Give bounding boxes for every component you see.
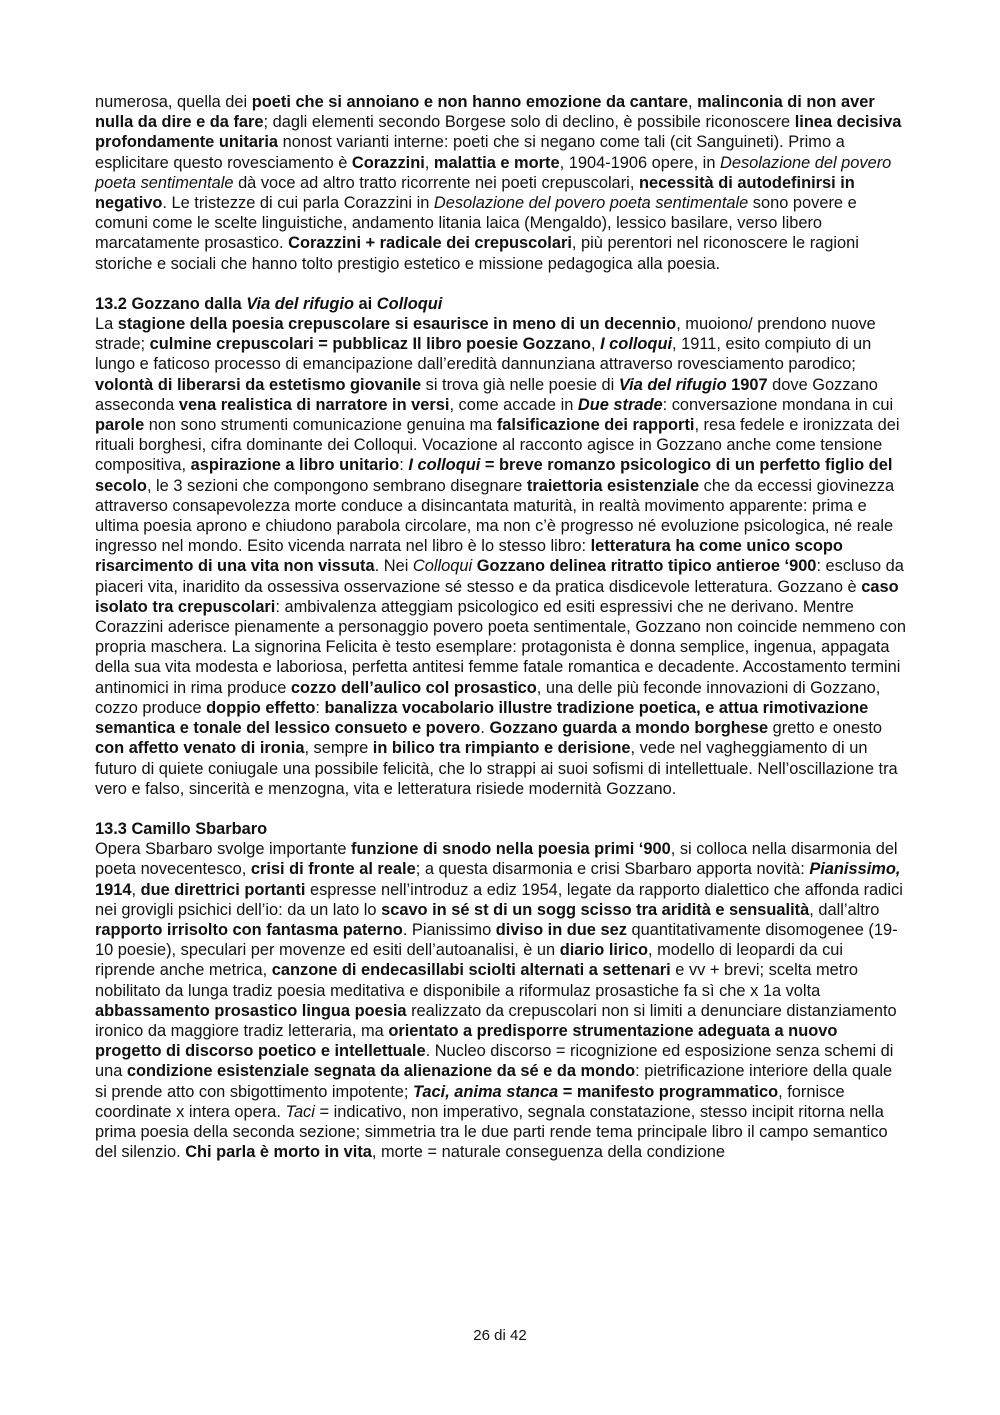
emphasis-text: Chi parla è morto in vita [185,1143,372,1162]
emphasis-text: due direttrici portanti [140,880,306,899]
emphasis-text: = manifesto programmatico [558,1082,779,1101]
text-run: . [480,719,490,738]
text-run: : conversazione mondana in cui [662,395,894,414]
emphasis-text: con affetto venato di ironia [95,739,305,758]
text-run: Opera Sbarbaro svolge importante [95,840,352,859]
text-run: , come accade in [449,395,578,414]
text-run: realizzato da crepuscolari non si limiti a denunciare distanziamento ironico da maggiore tradiz letteraria, ma [95,1001,897,1040]
text-run: non sono strumenti comunicazione genuina ma [144,416,497,435]
emphasis-text: funzione di snodo nella poesia primi ‘900 [351,840,671,859]
emphasis-text: traiettoria esistenziale [526,476,700,495]
emphasis-text: culmine crepuscolari = pubblicaz Il libro poesie Gozzano [149,335,591,354]
text-run: La [95,315,118,334]
emphasis-text: malattia e morte [433,153,560,172]
text-run: ; a questa disarmonia e crisi Sbarbaro apporta novità: [415,860,810,879]
text-run: , sempre [304,739,373,758]
body-text [95,92,907,274]
emphasis-text: Gozzano guarda a mondo borghese [489,719,769,738]
section-heading [95,294,907,314]
emphasis-text: diario lirico [559,941,649,960]
emphasis-text: linea decisiva profondamente unitaria [95,113,902,152]
text-run: , si colloca nella disarmonia del poeta novecentesco, [95,840,898,879]
emphasis-text: Due strade [577,395,663,414]
body-text [95,839,907,1162]
emphasis-text: 1914 [95,880,132,899]
emphasis-text: rapporto irrisolto con fantasma paterno [95,920,403,939]
text-run: , una delle più feconde innovazioni di Gozzano, cozzo produce [95,678,881,717]
text-run: , [131,880,141,899]
emphasis-text: I colloqui [600,335,673,354]
section-heading [95,819,907,839]
text-run: 13.2 Gozzano dalla [95,294,247,313]
text-run: ai [353,294,377,313]
emphasis-text: Via del rifugio [246,294,354,313]
text-run: dà voce ad altro tratto ricorrente nei poeti crepuscolari, [233,173,639,192]
text-run: = indicativo, non imperativo, segnala constatazione, stesso incipit ritorna nella prima poesia della seconda sezione; simmetria tra le due parti rende tema principale libro il campo semantico del silenzio. [95,1102,888,1162]
emphasis-text: Desolazione del povero poeta sentimentale [433,194,749,213]
text-run: nonost varianti interne: poeti che si negano come tali (cit Sanguineti). Primo a esplicitare questo rovesciamento è [95,133,845,172]
emphasis-text: vena realistica di narratore in versi [178,395,450,414]
text-run: , dall’altro [809,900,880,919]
paragraph-gap [95,274,907,294]
text-run: : [399,456,409,475]
text-run: , [424,153,434,172]
text-run: , muoiono/ prendono nuove strade; [95,315,876,354]
paragraph-gap [95,799,907,819]
text-run: . Nei [374,557,413,576]
text-run: numerosa, quella dei [95,93,252,111]
section-gozzano [95,294,907,799]
emphasis-text: Via del rifugio [618,375,727,394]
text-run: , 1904-1906 opere, in [559,153,720,172]
emphasis-text: Corazzini [351,153,425,172]
emphasis-text: orientato a predisporre strumentazione adeguata a nuovo progetto di discorso poetico e intellettuale [95,1021,838,1061]
text-run: 13.3 Camillo Sbarbaro [95,819,268,838]
emphasis-text: scavo in sé st di un sogg scisso tra aridità e sensualità [381,900,810,919]
text-run: gretto e onesto [768,719,883,738]
emphasis-text: Colloqui [412,557,473,576]
text-run: e vv + brevi; scelta metro nobilitato da lunga tradiz poesia meditativa e disponibile a riformulaz prosastiche fa sì che x 1a volta [95,961,858,1000]
text-run: . Nucleo discorso = ricognizione ed esposizione senza schemi di una [95,1042,894,1081]
emphasis-text: Taci [285,1102,315,1121]
emphasis-text: I colloqui [408,456,481,475]
text-run: . Le tristezze di cui parla Corazzini in [162,194,434,213]
text-run: quantitativamente disomogenee (19-10 poesie), speculari per movenze ed esiti dell’autoanalisi, è un [95,920,898,960]
emphasis-text: = breve romanzo psicologico di un perfetto figlio del secolo [95,456,893,495]
text-run: sono povere e comuni come le scelte linguistiche, andamento litania laica (Mengaldo), lessico basilare, verso libero marcatamente prosastico. [95,194,857,253]
emphasis-text: in bilico tra rimpianto e derisione [372,739,631,758]
emphasis-text: volontà di liberarsi da estetismo giovanile [95,375,422,394]
emphasis-text: necessità di autodefinirsi in negativo [95,173,855,213]
emphasis-text: Taci, anima stanca [413,1082,559,1101]
emphasis-text: letteratura ha come unico scopo risarcimento di una vita non vissuta [95,537,843,576]
emphasis-text: crisi di fronte al reale [250,860,416,879]
paragraph-intro [95,92,907,274]
text-run: , più perentori nel riconoscere le ragioni storiche e sociali che hanno tolto prestigio estetico e missione pedagogica alla poesia. [95,234,859,273]
emphasis-text: Pianissimo, [809,860,901,879]
emphasis-text: cozzo dell’aulico col prosastico [290,678,537,697]
text-run: : pietrificazione interiore della quale si prende atto con sbigottimento impotente; [95,1062,893,1101]
emphasis-text: doppio effetto [206,698,316,717]
text-run: che da eccessi giovinezza attraverso consapevolezza morte conduce a disincantata maturità, in realtà movimento apparente: prima e ultima poesia aprono e chiudono parabola circolare, ma non c’è progresso né evoluzione psicologica, né reale ingresso nel mondo. Esito vicenda narrata nel libro è lo stesso libro: [95,476,895,556]
text-run: dove Gozzano asseconda [95,375,878,414]
text-run: , [687,93,698,111]
emphasis-text: abbassamento prosastico lingua poesia [95,1001,407,1020]
section-sbarbaro [95,819,907,1162]
text-run: : ambivalenza atteggiam psicologico ed esiti espressivi che ne derivano. Mentre Corazzini aderisce pienamente a personaggio povero poeta sentimentale, Gozzano non coincide nemmeno con propria maschera. La signorina Felicita è testo esemplare: protagonista è donna semplice, ingenua, appagata della sua vita modesta e laboriosa, perfetta antitesi femme fatale romantica e decadente. Accostamento termini antinomici in rima produce [95,597,906,697]
text-run: , modello di leopardi da cui riprende anche metrica, [95,941,844,980]
page-number: 26 di 42 [473,1327,527,1344]
emphasis-text: diviso in due sez [495,920,627,939]
text-run: , resa fedele e ironizzata dei rituali borghesi, cifra dominante dei Colloqui. Vocazione al racconto agisce in Gozzano anche come tensione compositiva, [95,416,900,475]
emphasis-text: condizione esistenziale segnata da alienazione da sé e da mondo [126,1062,636,1081]
emphasis-text: caso isolato tra crepuscolari [95,577,899,616]
emphasis-text: Colloqui [376,294,443,313]
emphasis-text: 1907 [726,375,768,394]
body-text [95,314,907,799]
emphasis-text: falsificazione dei rapporti [496,416,695,435]
text-run: , vede nel vagheggiamento di un futuro di quiete coniugale una possibile felicità, che lo strappi ai suoi sofismi di intellettuale. Nell’oscillazione tra vero e falso, sincerità e menzogna, vita e letteratura risiede modernità Gozzano. [95,739,898,798]
text-run: ; dagli elementi secondo Borgese solo di declino, è possibile riconoscere [263,113,795,132]
text-run: , fornisce coordinate x intera opera. [95,1082,845,1121]
text-run: : escluso da piaceri vita, inaridito da ossessiva osservazione sé stesso e da pratica disdicevole letteratura. Gozzano è [95,557,904,596]
document-page [95,92,907,1162]
text-run: : [315,698,325,717]
emphasis-text: Corazzini + radicale dei crepuscolari [288,234,572,253]
text-run: , [590,335,601,354]
text-run: , 1911, esito compiuto di un lungo e faticoso processo di emancipazione dall’eredità dannunziana attraverso rovesciamento parodico; [95,335,872,374]
text-run: , le 3 sezioni che compongono sembrano disegnare [146,476,527,495]
emphasis-text: stagione della poesia crepuscolare si esaurisce in meno di un decennio [117,315,677,334]
emphasis-text: poeti che si annoiano e non hanno emozione da cantare [251,93,688,111]
text-run: , morte = naturale conseguenza della condizione [371,1143,726,1162]
emphasis-text: aspirazione a libro unitario [190,456,400,475]
emphasis-text: banalizza vocabolario illustre tradizione poetica, e attua rimotivazione semantica e tonale del lessico consueto e povero [95,698,869,738]
text-run: si trova già nelle poesie di [421,375,619,394]
text-run: espresse nell’introduz a ediz 1954, legate da rapporto dialettico che affonda radici nei grovigli psichici dell’io: da un lato lo [95,880,903,919]
emphasis-text: Gozzano delinea ritratto tipico antieroe ‘900 [476,557,817,576]
emphasis-text: malinconia di non aver nulla da dire e da fare [95,93,875,132]
emphasis-text: parole [95,416,145,435]
text-run: . Pianissimo [402,920,496,939]
emphasis-text: Desolazione del povero poeta sentimentale [95,153,892,192]
emphasis-text: canzone di endecasillabi sciolti alternati a settenari [271,961,671,980]
